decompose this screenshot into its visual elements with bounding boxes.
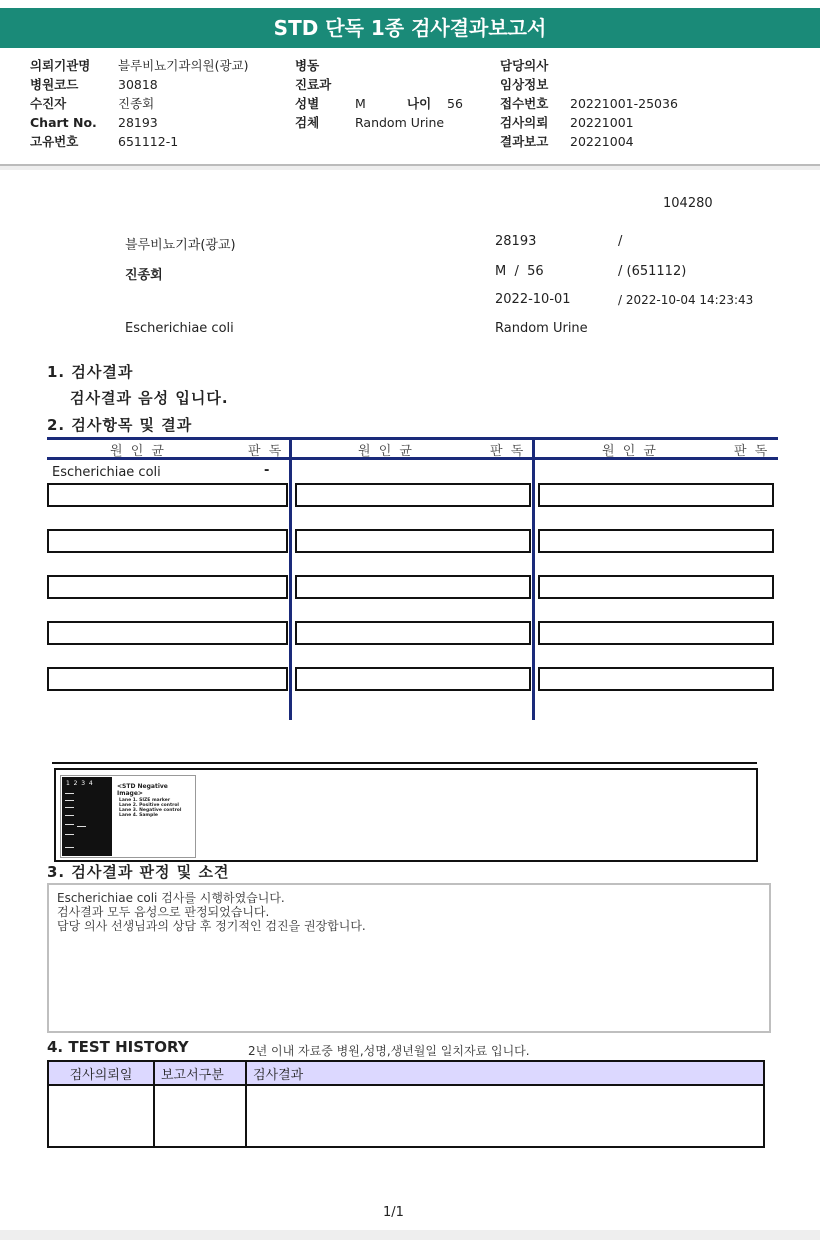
result-reading: - [264, 463, 270, 478]
marker-band [65, 824, 74, 825]
gel-legend-item: Lane 1. SIZE marker [119, 798, 171, 803]
gel-image [62, 777, 112, 856]
opinion-line: 담당 의사 선생님과의 상담 후 정기적인 검진을 권장합니다. [57, 919, 366, 933]
history-col-result: 검사결과 [246, 1061, 764, 1085]
col-header-organism: 원 인 균 [358, 444, 414, 459]
header-value: 블루비뇨기과의원(광교) [118, 58, 249, 73]
section4-heading: 4. TEST HISTORY [47, 1038, 189, 1056]
marker-band [65, 847, 74, 848]
header-label: 임상정보 [500, 77, 549, 92]
opinion-line: Escherichiae coli 검사를 시행하였습니다. [57, 891, 285, 905]
opinion-line: 검사결과 모두 음성으로 판정되었습니다. [57, 905, 270, 919]
gel-legend-item: Lane 2. Positive control [119, 803, 179, 808]
result-box [538, 621, 774, 645]
header-value: 20221004 [570, 134, 634, 149]
header-divider-shadow [0, 166, 820, 170]
positive-band [77, 826, 86, 827]
age-label: 나이 [407, 96, 432, 111]
organism-name: Escherichiae coli [125, 321, 234, 336]
col-header-reading: 판 독 [490, 444, 526, 459]
header-value: M [355, 96, 366, 111]
result-box [295, 575, 531, 599]
gel-legend-item: Lane 3. Negative control [119, 808, 182, 813]
col-header-organism: 원 인 균 [602, 444, 658, 459]
result-box [538, 483, 774, 507]
patient-name: 진종회 [125, 268, 163, 283]
section1-result: 검사결과 음성 입니다. [70, 389, 229, 407]
gel-image-card [60, 775, 196, 858]
result-organism: Escherichiae coli [52, 465, 161, 480]
header-col1 [30, 56, 249, 151]
result-box [538, 667, 774, 691]
col-header-reading: 판 독 [734, 444, 770, 459]
header-value: 20221001 [570, 115, 634, 130]
section3-heading: 3. 검사결과 판정 및 소견 [47, 863, 230, 881]
header-label: 수진자 [30, 96, 67, 111]
lane-numbers: 1 2 3 4 [66, 780, 93, 787]
age-value: 56 [447, 96, 463, 111]
section2-heading: 2. 검사항목 및 결과 [47, 416, 193, 434]
history-cell [48, 1085, 154, 1147]
column-divider-1 [289, 437, 292, 720]
marker-band [65, 815, 74, 816]
section1-heading: 1. 검사결과 [47, 363, 134, 381]
header-value: 30818 [118, 77, 158, 92]
specimen-type: Random Urine [495, 321, 588, 336]
column-divider-2 [532, 437, 535, 720]
chart-number: 28193 [495, 234, 537, 249]
history-col-report-type: 보고서구분 [154, 1061, 246, 1085]
result-box [47, 529, 288, 553]
col-header-reading: 판 독 [248, 444, 284, 459]
separator: / [618, 234, 623, 249]
history-row [48, 1085, 764, 1147]
report-code: 104280 [663, 196, 713, 211]
result-box [47, 483, 288, 507]
header-label: 접수번호 [500, 96, 549, 111]
col-header-organism: 원 인 균 [110, 444, 166, 459]
header-value: 진종회 [118, 96, 155, 111]
header-label: 담당의사 [500, 58, 549, 73]
request-date: 2022-10-01 [495, 292, 571, 307]
result-box [47, 621, 288, 645]
header-label: Chart No. [30, 115, 97, 130]
result-box [538, 529, 774, 553]
header-label: 검체 [295, 115, 320, 130]
result-box [47, 667, 288, 691]
gel-title: <STD Negative Image> [117, 783, 168, 797]
header-label: 결과보고 [500, 134, 549, 149]
history-table [47, 1060, 765, 1148]
marker-band [65, 793, 74, 794]
result-box [538, 575, 774, 599]
header-value: 20221001-25036 [570, 96, 678, 111]
header-label: 병원코드 [30, 77, 79, 92]
result-box [295, 621, 531, 645]
header-col3 [500, 56, 678, 151]
header-label: 의뢰기관명 [30, 58, 91, 73]
header-label: 고유번호 [30, 134, 79, 149]
result-box [295, 529, 531, 553]
history-cell [154, 1085, 246, 1147]
report-title: STD 단독 1종 검사결과보고서 [0, 8, 820, 48]
marker-band [65, 800, 74, 801]
report-datetime: / 2022-10-04 14:23:43 [618, 293, 754, 307]
history-header-row [48, 1061, 764, 1085]
header-value: 651112-1 [118, 134, 179, 149]
opinion-text [57, 891, 366, 933]
marker-band [65, 834, 74, 835]
result-box [295, 483, 531, 507]
header-value: 28193 [118, 115, 158, 130]
header-label: 병동 [295, 58, 320, 73]
marker-band [65, 807, 74, 808]
result-box [47, 575, 288, 599]
header-label: 진료과 [295, 77, 332, 92]
gel-top-rule [52, 762, 757, 764]
clinic-name: 블루비뇨기과(광교) [125, 238, 236, 253]
id-number: / (651112) [618, 264, 687, 279]
header-label: 검사의뢰 [500, 115, 549, 130]
header-label: 성별 [295, 96, 320, 111]
header-value: Random Urine [355, 115, 445, 130]
header-col2 [295, 56, 463, 132]
gel-legend-item: Lane 4. Sample [119, 813, 158, 818]
sex-age: M / 56 [495, 264, 544, 279]
history-col-request-date: 검사의뢰일 [48, 1061, 154, 1085]
result-box [295, 667, 531, 691]
history-cell [246, 1085, 764, 1147]
page-number: 1/1 [383, 1205, 404, 1220]
history-note: 2년 이내 자료중 병원,성명,생년월일 일치자료 입니다. [248, 1044, 530, 1058]
gel-legend [119, 798, 181, 818]
footer-bar [0, 1230, 820, 1240]
